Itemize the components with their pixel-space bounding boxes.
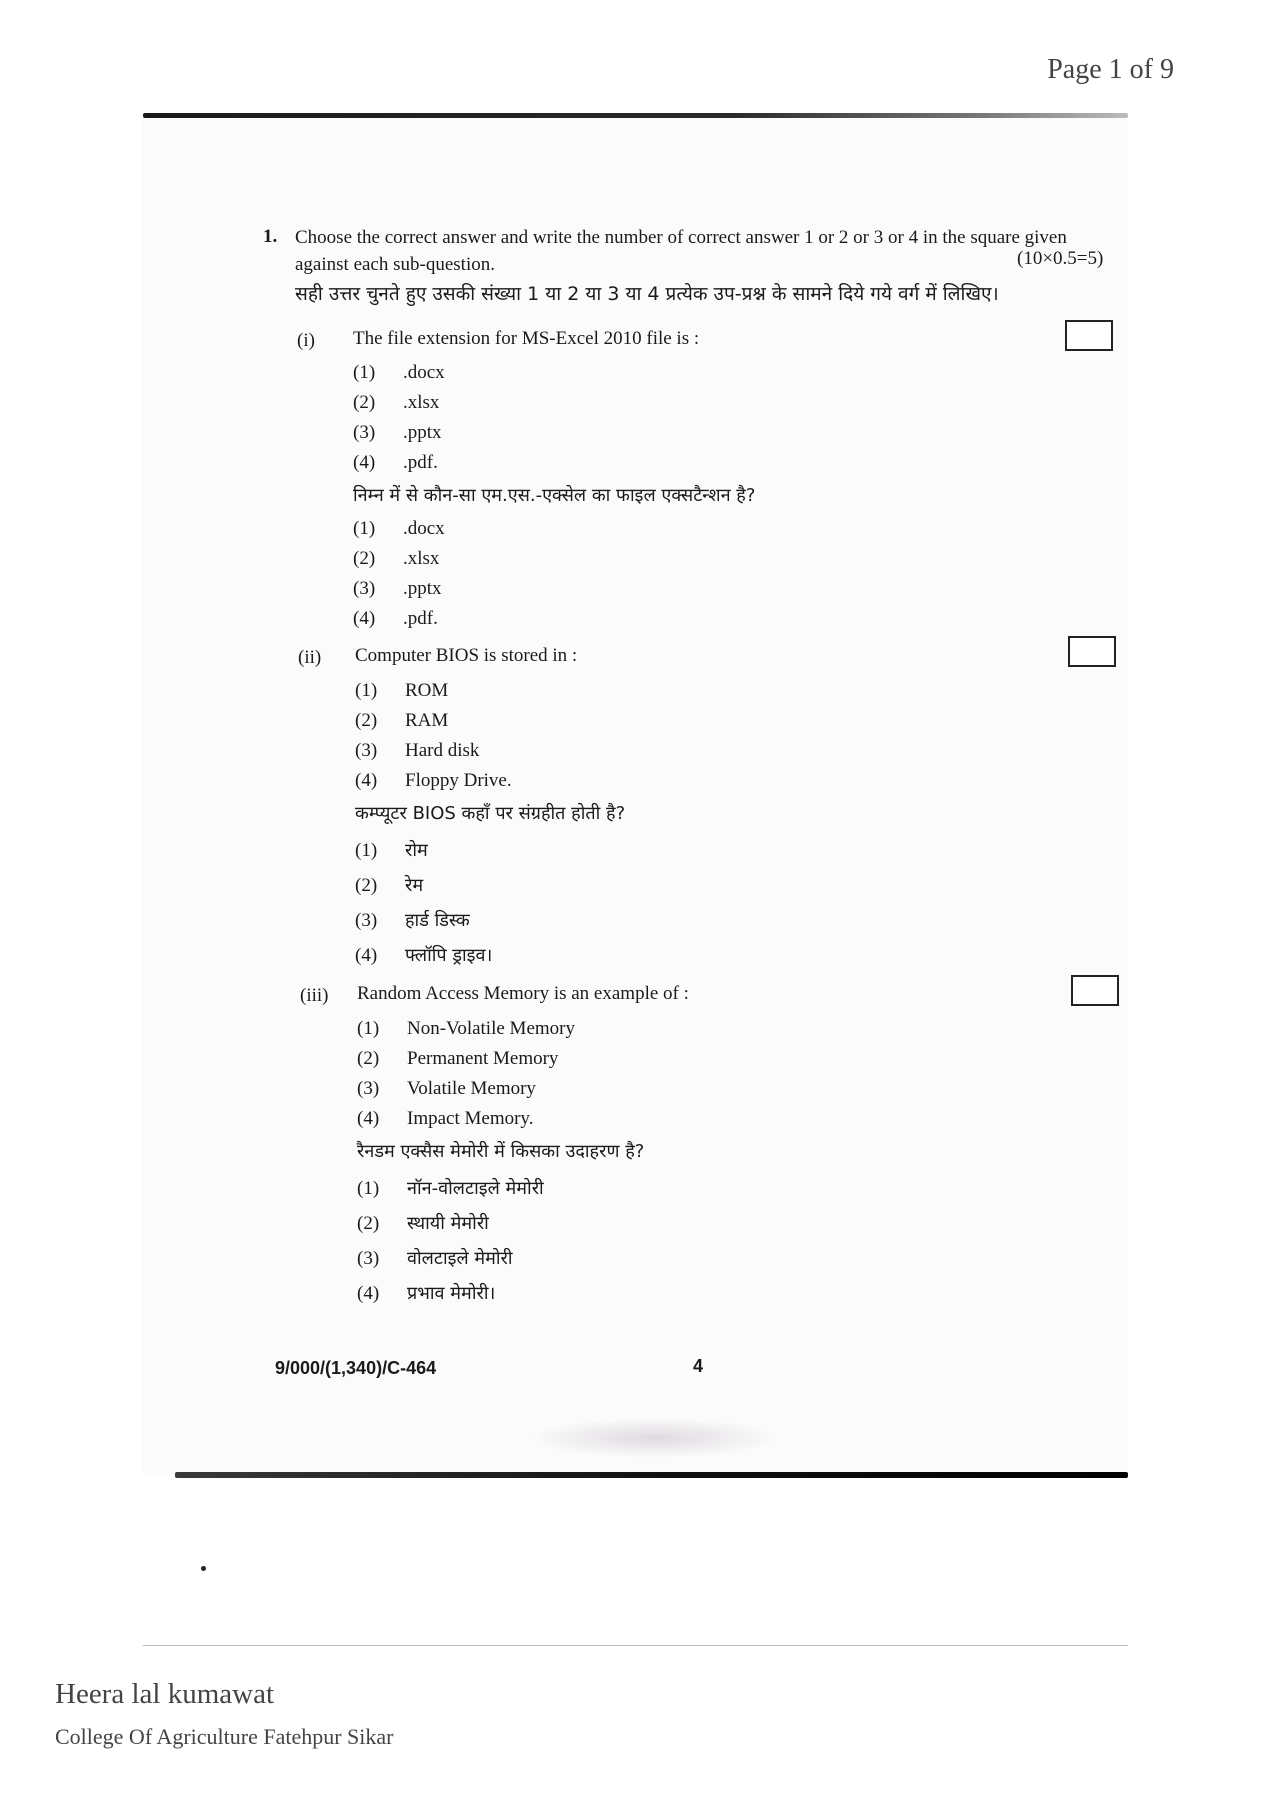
subq-2-number: (ii) (298, 647, 322, 668)
subq-1-option-en: (4) .pdf. (353, 452, 438, 473)
question-marks: (10×0.5=5) (1017, 248, 1104, 269)
subq-3-option-en: (1) Non-Volatile Memory (357, 1018, 575, 1039)
subq-1-option-en: (3) .pptx (353, 422, 442, 443)
subq-1-option-en: (1) .docx (353, 362, 445, 383)
scan-bottom-rule (175, 1472, 1128, 1478)
subq-2-option-en: (2) RAM (355, 710, 449, 731)
subq-1-option-hi: (3) .pptx (353, 578, 442, 599)
subq-1-option-hi: (4) .pdf. (353, 608, 438, 629)
subq-2-text-hi: कम्प्यूटर BIOS कहाँ पर संग्रहीत होती है? (355, 803, 626, 824)
subq-1-number: (i) (297, 330, 315, 351)
subq-1-option-en: (2) .xlsx (353, 392, 440, 413)
subq-3-text-hi: रैनडम एक्सैस मेमोरी में किसका उदाहरण है? (357, 1141, 645, 1162)
paper-code: 9/000/(1,340)/C-464 (275, 1358, 437, 1378)
subq-2-option-en: (1) ROM (355, 680, 449, 701)
subq-1-answer-box[interactable] (1065, 320, 1113, 351)
subq-1-option-hi: (1) .docx (353, 518, 445, 539)
scanned-page (143, 118, 1128, 1475)
subq-3-option-en: (2) Permanent Memory (357, 1048, 559, 1069)
subq-1-text-hi: निम्न में से कौन-सा एम.एस.-एक्सेल का फाइल एक्सटैन्शन है? (353, 485, 756, 506)
subq-2-option-en: (3) Hard disk (355, 740, 480, 761)
subq-2-option-hi: (4) फ्लॉपि ड्राइव। (355, 945, 493, 966)
subq-3-option-en: (4) Impact Memory. (357, 1108, 534, 1129)
printed-page-number: 4 (693, 1356, 704, 1376)
subq-2-option-en: (4) Floppy Drive. (355, 770, 512, 791)
subq-2-answer-box[interactable] (1068, 636, 1116, 667)
subq-3-option-hi: (3) वोलटाइले मेमोरी (357, 1248, 513, 1269)
subq-2-option-hi: (2) रेम (355, 875, 424, 896)
question-text-hi: सही उत्तर चुनते हुए उसकी संख्या 1 या 2 या 3 या 4 प्रत्येक उप-प्रश्न के सामने दिये गये वर्ग में लिखिए। (295, 283, 999, 305)
footer-author: Heera lal kumawat (55, 1678, 275, 1710)
footer-rule (143, 1645, 1128, 1646)
subq-3-option-hi: (4) प्रभाव मेमोरी। (357, 1283, 496, 1304)
scan-smudge (530, 1418, 780, 1458)
question-number: 1. (263, 226, 278, 247)
subq-3-option-hi: (2) स्थायी मेमोरी (357, 1213, 489, 1234)
stray-dot (201, 1566, 206, 1571)
subq-3-number: (iii) (300, 985, 329, 1006)
subq-3-option-hi: (1) नॉन-वोलटाइले मेमोरी (357, 1178, 544, 1199)
subq-2-text-en: Computer BIOS is stored in : (355, 645, 578, 666)
subq-3-option-en: (3) Volatile Memory (357, 1078, 536, 1099)
subq-3-text-en: Random Access Memory is an example of : (357, 983, 689, 1004)
subq-2-option-hi: (1) रोम (355, 840, 428, 861)
subq-2-option-hi: (3) हार्ड डिस्क (355, 910, 470, 931)
subq-1-option-hi: (2) .xlsx (353, 548, 440, 569)
subq-1-text-en: The file extension for MS-Excel 2010 file is : (353, 328, 700, 349)
page-label: Page 1 of 9 (1047, 54, 1174, 85)
question-text-en: Choose the correct answer and write the number of correct answer 1 or 2 or 3 or 4 in the square given against each sub-question. (295, 227, 1067, 275)
subq-3-answer-box[interactable] (1071, 975, 1119, 1006)
footer-college: College Of Agriculture Fatehpur Sikar (55, 1724, 394, 1749)
